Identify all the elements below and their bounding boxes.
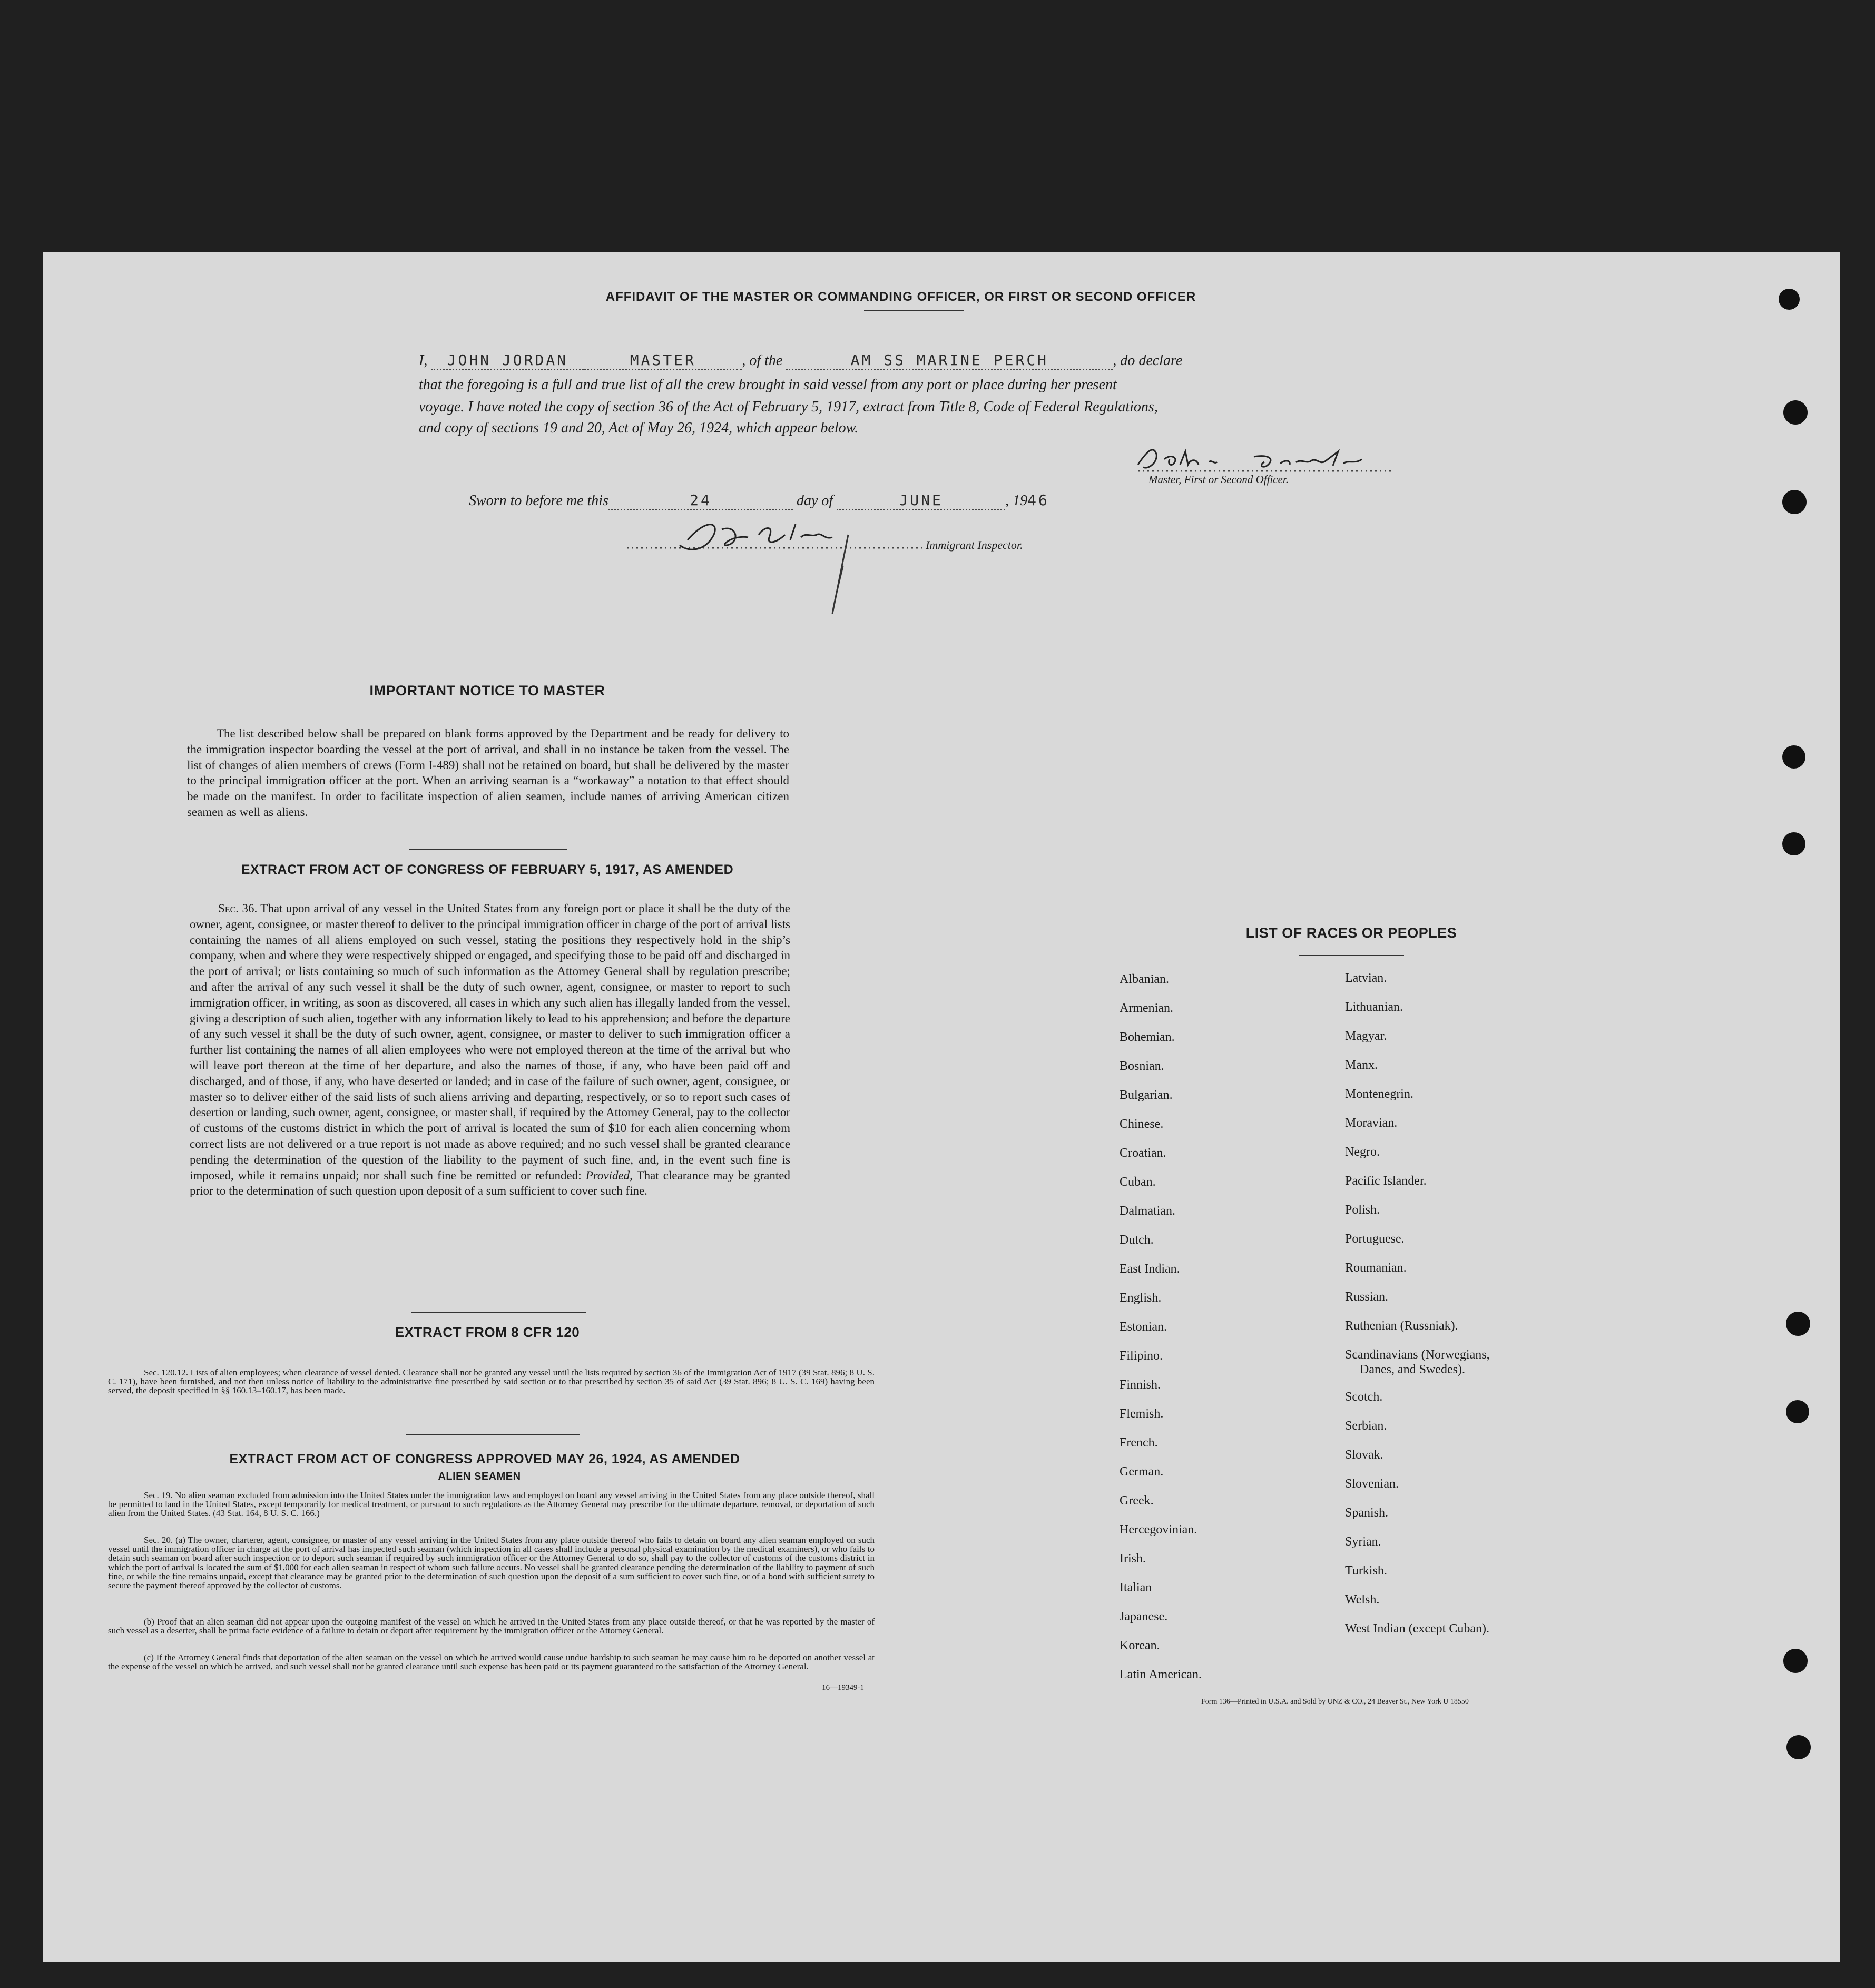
- sec-36-body-a: That upon arrival of any vessel in the United States from any foreign port or place it shall be the duty of the owner, agent, consignee, or master thereof to deliver to the principal immigration officer in charge of the port of arrival lists containing the names of all aliens employed on such vessel, stating the positions they respectively hold in the ship’s company, when and where they were respectively shipped or engaged, and specifying those to be paid off and discharged in the port of arrival; or lists containing so much of such information as the Attorney General shall by regulation prescribe; and after the arrival of any such vessel it shall be the duty of such owner, agent, consignee, or master to report to such immigration officer, in writing, as soon as discovered, all cases in which any such alien has illegally landed from the vessel, giving a description of such alien, together with any information likely to lead to his apprehension; and before the departure of any such vessel it shall be the duty of such owner, agent, consignee, or master to deliver to such immigration officer a further list containing the names of all alien employees who were not employed thereon at the time of the arrival but who will leave port thereon at the time of her departure, and also the names of those, if any, who have been paid off and discharged, and of those, if any, who have deserted or landed; and in case of the failure of such owner, agent, consignee, or master so to deliver either of the said lists of such aliens arriving and departing, respectively, or so to report such cases of desertion or landing, such owner, agent, consignee, or master shall, if required by the Attorney General, pay to the collector of customs of the customs district in which the port of arrival is located the sum of $10 for each alien concerning whom correct lists are not delivered or a true report is not made as above required; and no such vessel shall be granted clearance pending the determination of the question of the liability to the payment of such fine, and, in the event such fine is imposed, while it remains unpaid; nor shall such fine be remitted or refunded:: [190, 902, 790, 1182]
- divider: [406, 1434, 580, 1435]
- race-item: Filipino.: [1120, 1349, 1163, 1363]
- divider: [411, 1312, 586, 1313]
- race-item: Latin American.: [1120, 1668, 1202, 1681]
- divider: [409, 849, 567, 850]
- race-item: East Indian.: [1120, 1262, 1180, 1276]
- binder-hole: [1786, 1312, 1810, 1336]
- race-item: Bosnian.: [1120, 1059, 1164, 1073]
- race-item: Cuban.: [1120, 1175, 1156, 1189]
- race-item: German.: [1120, 1465, 1164, 1479]
- binder-hole: [1783, 1649, 1808, 1673]
- race-item: Spanish.: [1345, 1505, 1389, 1520]
- notice-heading: IMPORTANT NOTICE TO MASTER: [369, 683, 605, 698]
- day-of-text: day of: [796, 493, 833, 509]
- cfr-heading: EXTRACT FROM 8 CFR 120: [395, 1324, 580, 1340]
- vessel-name-field: AM SS MARINE PERCH: [786, 351, 1113, 370]
- binder-hole: [1786, 1735, 1811, 1759]
- race-item: Roumanian.: [1345, 1261, 1407, 1275]
- printer-footer: Form 136—Printed in U.S.A. and Sold by UNZ & CO., 24 Beaver St., New York U 18550: [1201, 1698, 1469, 1706]
- race-item: Polish.: [1345, 1203, 1380, 1217]
- section-36-text: [190, 901, 790, 1199]
- race-item: Scotch.: [1345, 1390, 1383, 1404]
- sworn-prefix: Sworn to before me this: [469, 493, 608, 509]
- sec-36-label: Sec. 36.: [218, 902, 258, 915]
- race-item: Scandinavians (Norwegians,: [1345, 1348, 1490, 1362]
- race-item: Japanese.: [1120, 1610, 1168, 1623]
- race-item: Danes, and Swedes).: [1360, 1363, 1465, 1376]
- race-item: Bulgarian.: [1120, 1088, 1173, 1102]
- races-heading: LIST OF RACES OR PEOPLES: [1245, 925, 1457, 941]
- race-item: Slovak.: [1345, 1448, 1383, 1462]
- notice-text: The list described below shall be prepared on blank forms approved by the Department and be ready for delivery to the immigration inspector boarding the vessel at the port of arrival, and shall in no instance be taken from the vessel. The list of changes of alien members of crews (Form I-489) shall not be retained on board, but shall be delivered by the master to the principal immigration officer at the port. When an arriving seaman is a “workaway” a notation to that effect should be made on the manifest. In order to facilitate inspection of alien seamen, include names of arriving American citizen seamen as well as aliens.: [187, 727, 789, 819]
- master-signature: [1117, 444, 1391, 475]
- day-field: 24: [608, 491, 793, 510]
- binder-hole: [1782, 490, 1807, 514]
- month-field: JUNE: [837, 491, 1005, 510]
- race-item: Finnish.: [1120, 1378, 1161, 1392]
- affidavit-line-2: that the foregoing is a full and true list of all the crew brought in said vessel from any port or place during her present: [419, 377, 1117, 393]
- race-item: Welsh.: [1345, 1592, 1380, 1607]
- affidavit-line-4: and copy of sections 19 and 20, Act of May 26, 1924, which appear below.: [419, 420, 859, 436]
- race-item: Magyar.: [1345, 1029, 1387, 1043]
- race-item: Moravian.: [1345, 1116, 1398, 1130]
- extract-1924-heading: EXTRACT FROM ACT OF CONGRESS APPROVED MAY 26, 1924, AS AMENDED: [229, 1452, 740, 1467]
- inspector-signature: [627, 514, 932, 619]
- affidavit-declaration-line: [419, 351, 1182, 370]
- race-item: Armenian.: [1120, 1001, 1173, 1015]
- race-item: Turkish.: [1345, 1563, 1387, 1578]
- race-item: Russian.: [1345, 1290, 1389, 1304]
- race-item: Albanian.: [1120, 972, 1169, 986]
- form-number: 16—19349-1: [822, 1684, 864, 1692]
- race-item: Ruthenian (Russniak).: [1345, 1319, 1458, 1333]
- extract-1917-heading: EXTRACT FROM ACT OF CONGRESS OF FEBRUARY 5, 1917, AS AMENDED: [241, 862, 734, 877]
- race-item: Lithuanian.: [1345, 1000, 1403, 1014]
- binder-hole: [1782, 745, 1805, 769]
- sworn-line: [469, 491, 1049, 510]
- rank-field: MASTER: [584, 351, 742, 370]
- affidavit-title: AFFIDAVIT OF THE MASTER OR COMMANDING OFFICER, OR FIRST OR SECOND OFFICER: [605, 290, 1196, 304]
- race-item: English.: [1120, 1291, 1162, 1305]
- binder-hole: [1782, 832, 1805, 855]
- race-item: Pacific Islander.: [1345, 1174, 1427, 1188]
- race-item: Irish.: [1120, 1552, 1146, 1566]
- binder-hole: [1779, 289, 1800, 310]
- do-declare-text: , do declare: [1113, 352, 1183, 369]
- races-rule: [1299, 955, 1404, 956]
- alien-seamen-subheading: ALIEN SEAMEN: [438, 1471, 521, 1482]
- race-item: Latvian.: [1345, 971, 1387, 985]
- race-item: Negro.: [1345, 1145, 1380, 1159]
- affidavit-line-3: voyage. I have noted the copy of section 36 of the Act of February 5, 1917, extract from Title 8, Code of Federal Regulations,: [419, 399, 1158, 415]
- year-field: 46: [1027, 491, 1049, 509]
- binder-hole: [1786, 1400, 1809, 1423]
- race-item: French.: [1120, 1436, 1158, 1450]
- race-item: Greek.: [1120, 1494, 1154, 1508]
- sec-20a-text: Sec. 20. (a) The owner, charterer, agent, consignee, or master of any vessel arriving in the United States from any place outside thereof who fails to detain on board any alien seaman employed on such vessel until the immigration officer in charge at the port of arrival has inspected such seaman (which inspection in all cases shall include a personal physical examination by the medical examiners), or who fails to detain such seaman on board after such inspection or to deport such seaman if required by such immigration officer or the Attorney General to do so, shall pay to the collector of customs of the customs district in which the port of arrival is located the sum of $1,000 for each alien seaman in respect of whom such failure occurs. No vessel shall be granted clearance pending the determination of the liability to payment of such fine, or while the fine remains unpaid, except that clearance may be granted prior to the determination of such question upon the deposit of a sum sufficient to cover such fine, or of a bond with sufficient surety to secure the payment thereof approved by the collector of customs.: [108, 1535, 875, 1591]
- master-caption: Master, First or Second Officer.: [1148, 473, 1289, 486]
- race-item: West Indian (except Cuban).: [1345, 1621, 1489, 1636]
- master-name-field: JOHN JORDAN: [431, 351, 584, 370]
- race-item: Flemish.: [1120, 1407, 1164, 1421]
- race-item: Serbian.: [1345, 1419, 1387, 1433]
- race-item: Dalmatian.: [1120, 1204, 1175, 1218]
- race-item: Syrian.: [1345, 1534, 1381, 1549]
- provided-word: Provided,: [585, 1168, 633, 1182]
- cfr-text: Sec. 120.12. Lists of alien employees; when clearance of vessel denied. Clearance shall not be granted any vessel until the lists required by section 36 of the Immigration Act of 1917 (39 Stat. 896; 8 U. S. C. 171), have been furnished, and not then unless notice of liability to the administrative fine prescribed by said section or to that prescribed by section 35 of said Act (39 Stat. 896; 8 U. S. C. 169) having been served, the deposit specified in §§ 160.13–160.17, has been made.: [108, 1367, 875, 1396]
- race-item: Dutch.: [1120, 1233, 1154, 1247]
- race-item: Korean.: [1120, 1639, 1160, 1652]
- binder-hole: [1783, 400, 1808, 425]
- year-prefix: , 19: [1005, 493, 1028, 509]
- race-item: Estonian.: [1120, 1320, 1167, 1334]
- race-item: Slovenian.: [1345, 1477, 1399, 1491]
- sec-20c-text: (c) If the Attorney General finds that deportation of the alien seaman on the vessel on which he arrived would cause undue hardship to such seaman he may cause him to be deported on another vessel at the expense of the vessel on which he arrived, and such vessel shall not be granted clearance until such expense has been paid or its payment guaranteed to the satisfaction of the Attorney General.: [108, 1652, 875, 1672]
- sec-20b-text: (b) Proof that an alien seaman did not appear upon the outgoing manifest of the vessel on which he arrived in the United States from any place outside thereof, or that he was reported by the master of such vessel as a deserter, shall be prima facie evidence of a failure to detain or deport after requirement by the immigration officer or the Attorney General.: [108, 1617, 875, 1636]
- race-item: Portuguese.: [1345, 1232, 1405, 1246]
- race-item: Chinese.: [1120, 1117, 1164, 1131]
- i-prefix: I,: [419, 352, 428, 369]
- sec-19-text: Sec. 19. No alien seaman excluded from admission into the United States under the immigration laws and employed on board any vessel arriving in the United States from any place outside thereof, shall be permitted to land in the United States, except temporarily for medical treatment, or pursuant to such regulations as the Attorney General may prescribe for the ultimate departure, removal, or deportation of such alien from the United States. (43 Stat. 164, 8 U. S. C. 166.): [108, 1490, 875, 1519]
- title-rule: [864, 310, 964, 311]
- inspector-caption: Immigrant Inspector.: [926, 538, 1023, 552]
- race-item: Bohemian.: [1120, 1030, 1175, 1044]
- race-item: Italian: [1120, 1581, 1152, 1595]
- race-item: Montenegrin.: [1345, 1087, 1413, 1101]
- race-item: Manx.: [1345, 1058, 1378, 1072]
- race-item: Croatian.: [1120, 1146, 1166, 1160]
- race-item: Hercegovinian.: [1120, 1523, 1197, 1537]
- of-the-text: , of the: [742, 352, 783, 369]
- sec-36-body-b: That clearance may be granted prior to the determination of such question upon deposit of a sum sufficient to cover such fine.: [190, 1168, 790, 1198]
